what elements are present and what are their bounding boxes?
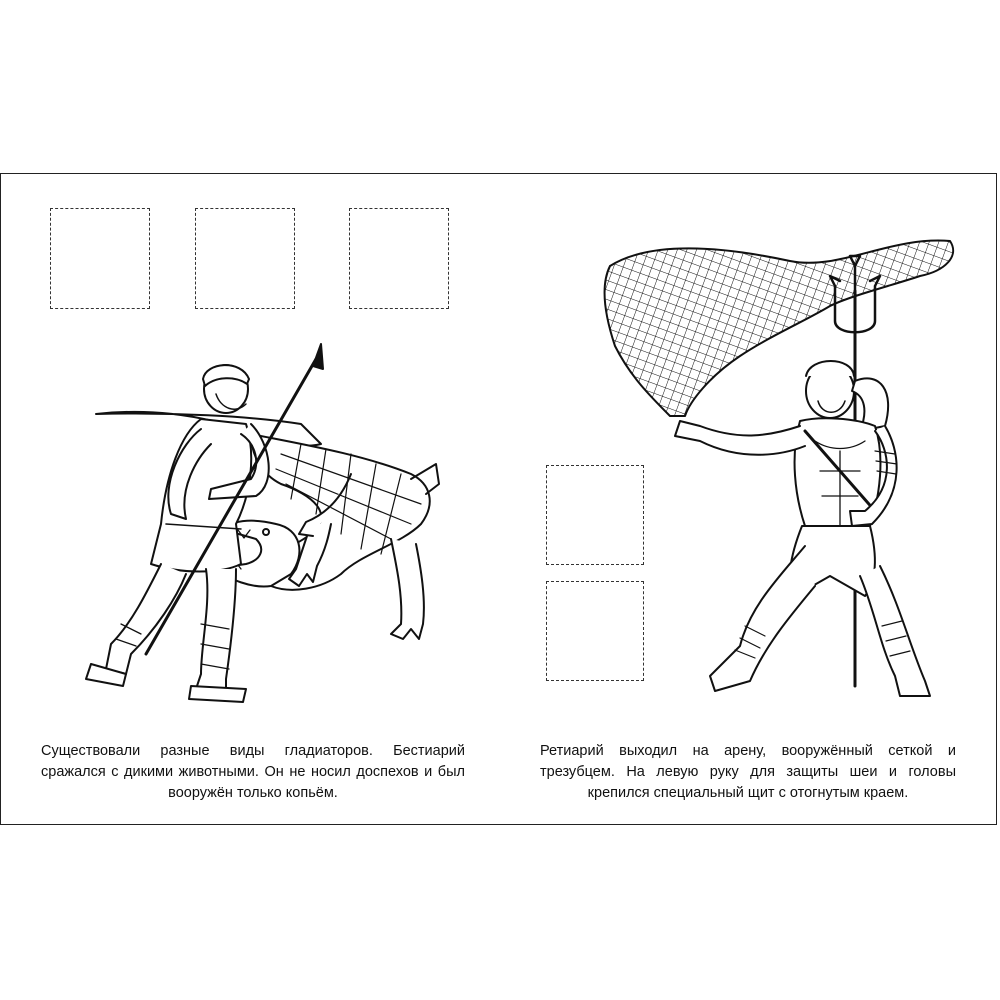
right-leg — [860, 566, 930, 696]
sticker-slot-2[interactable] — [195, 208, 295, 309]
left-caption: Существовали разные виды гладиаторов. Бестиарий сражался с дикими животными. Он не носил доспехов и был вооружён только копьём. — [41, 743, 465, 801]
retiarius-illustration — [590, 226, 970, 726]
gladiator-right-leg — [196, 569, 236, 694]
right-caption: Ретиарий выходил на арену, вооружённый сеткой и трезубцем. На левую руку для защиты шеи и головы крепился специальный щит с отогнутым краем. — [540, 743, 956, 801]
sticker-slot-1[interactable] — [50, 208, 150, 309]
coloring-book-spread — [0, 173, 997, 825]
gladiator-left-leg — [106, 564, 186, 674]
left-leg — [710, 546, 815, 691]
sticker-slot-3[interactable] — [349, 208, 449, 309]
crocodile-back-leg — [391, 539, 424, 639]
right-page — [500, 174, 998, 824]
left-page — [1, 174, 500, 824]
net-arm — [675, 421, 805, 455]
net — [605, 241, 954, 416]
bestiarius-illustration — [51, 324, 451, 724]
